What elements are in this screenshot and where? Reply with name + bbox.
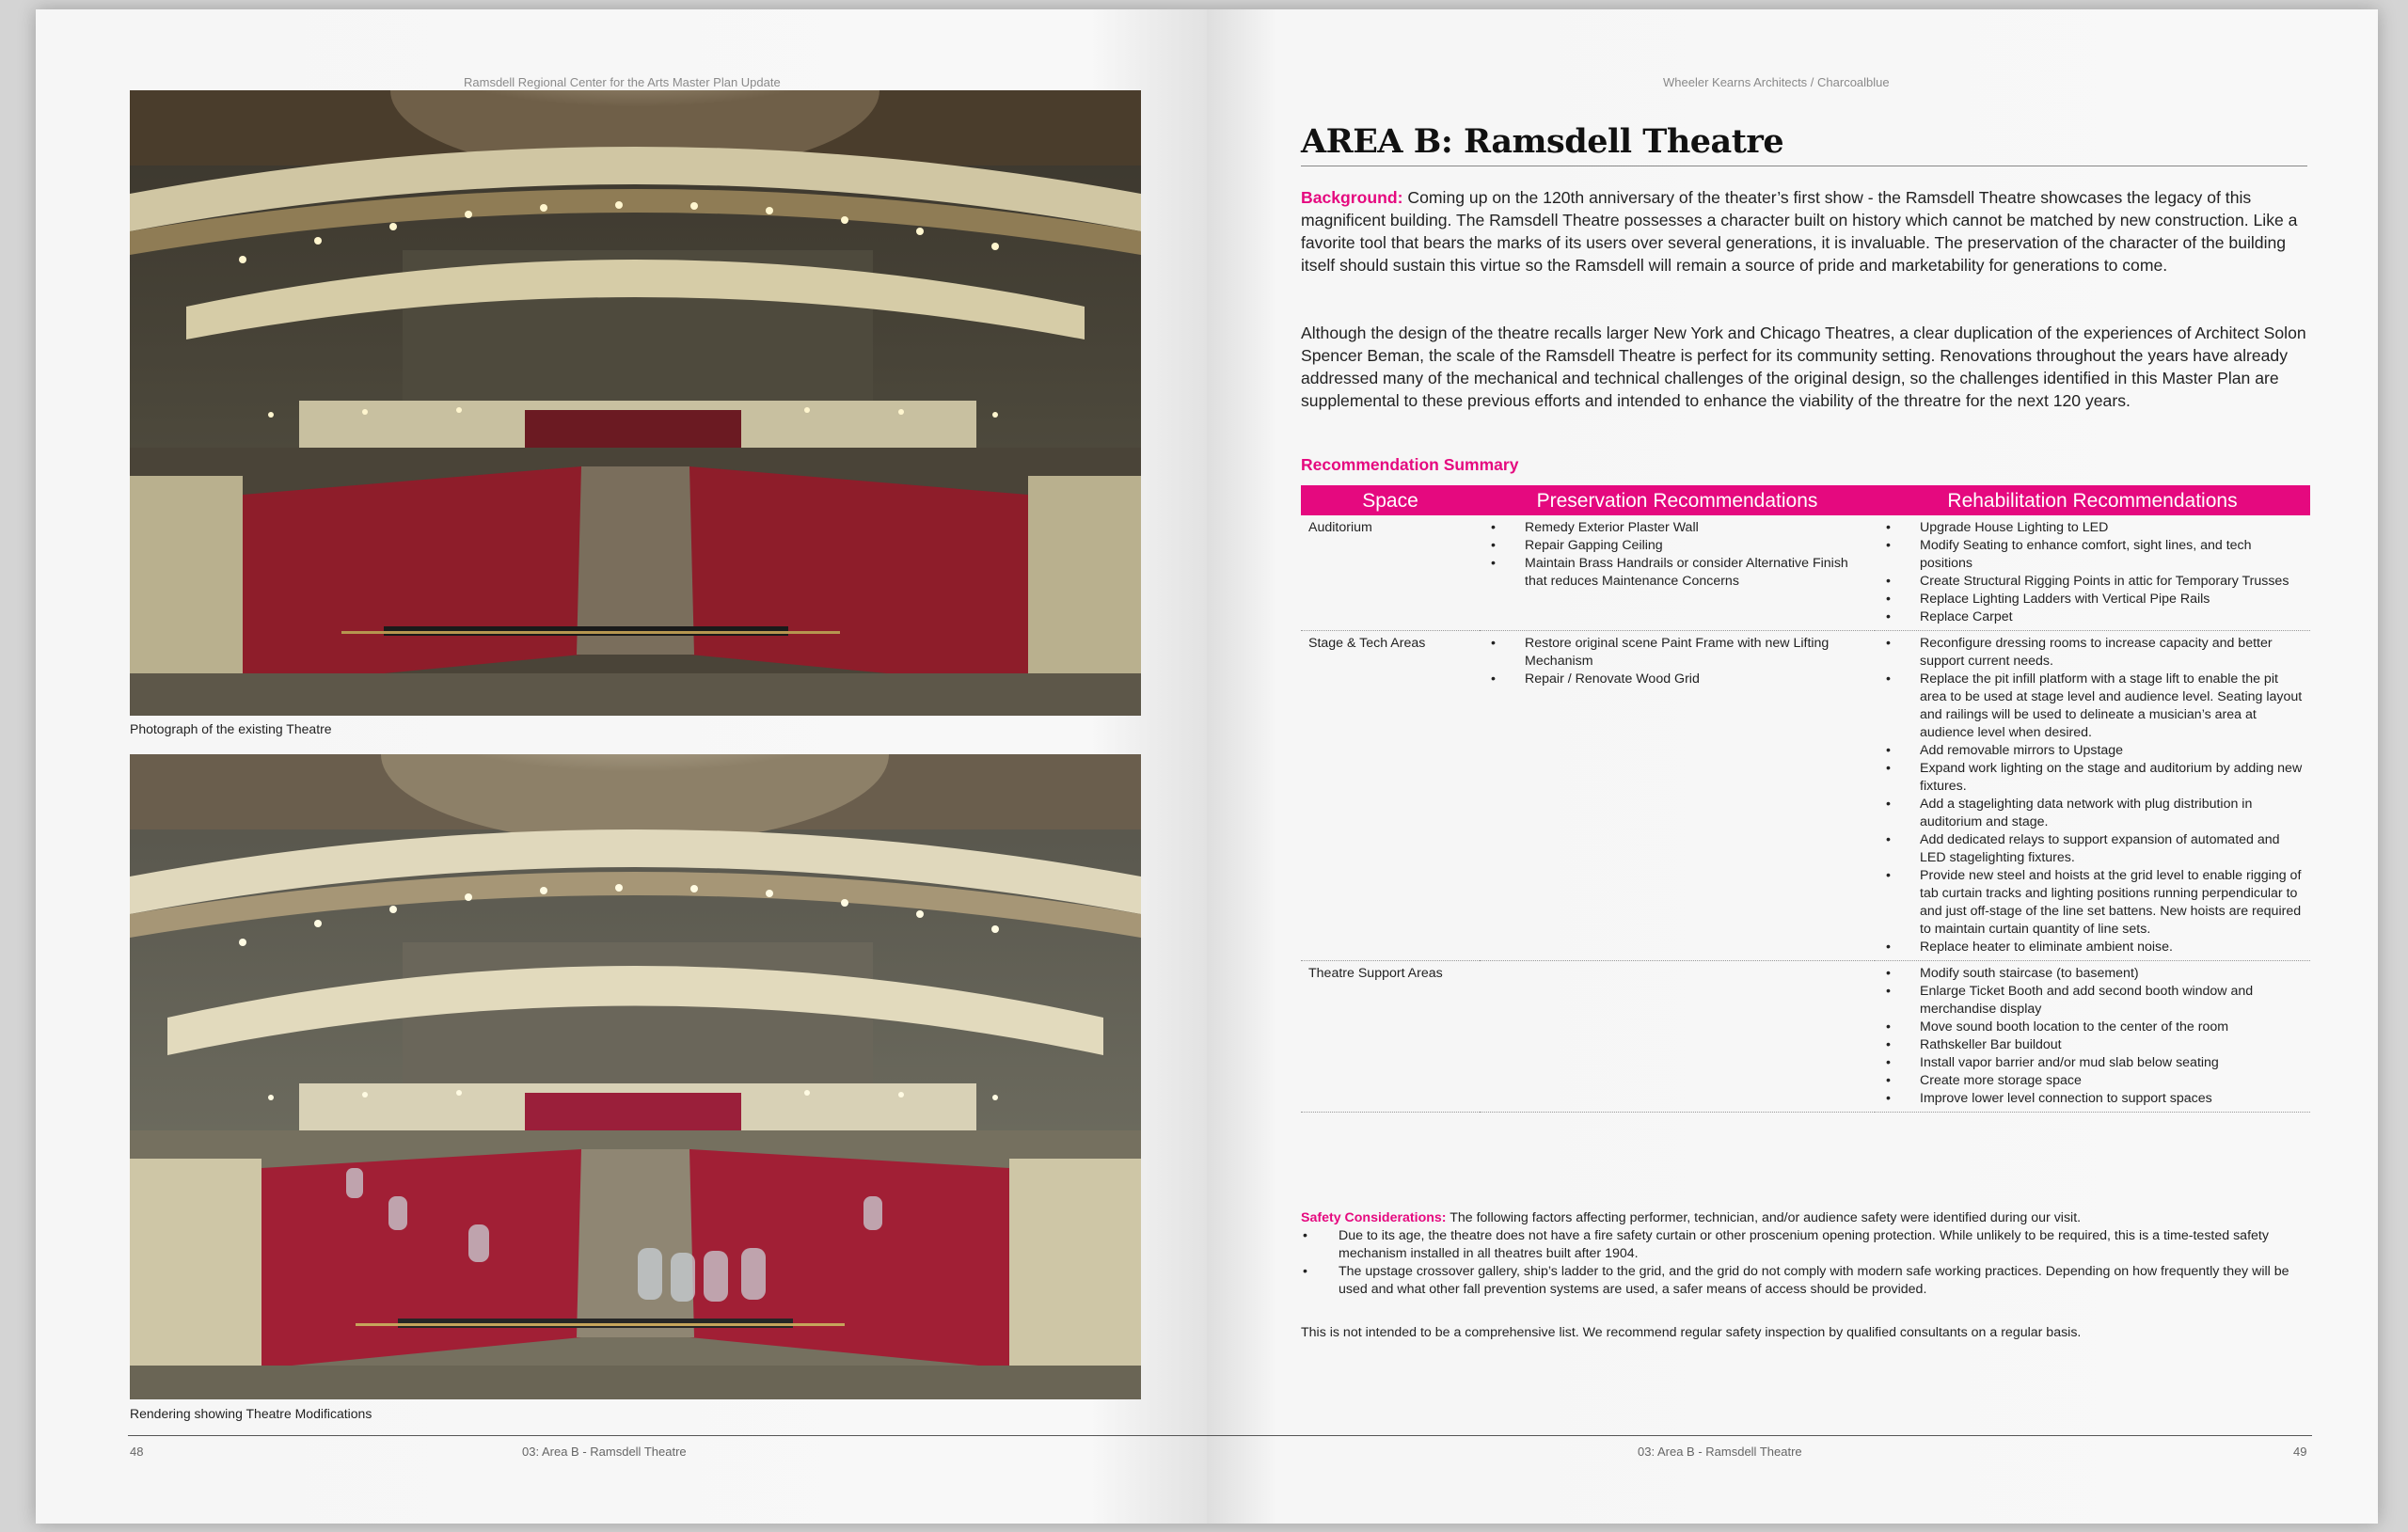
list-item: • Modify Seating to enhance comfort, sight lines, and tech positions: [1920, 537, 2303, 573]
preservation-cell: [1480, 515, 1875, 631]
list-item: • Rathskeller Bar buildout: [1920, 1036, 2303, 1054]
space-cell: Stage & Tech Areas: [1301, 631, 1480, 961]
list-item: • The upstage crossover gallery, ship’s ladder to the grid, and the grid do not comply with modern safe working practices. Depending on how frequently they will be used and what other fall prevention systems are used, a safer means of access should be provided.: [1339, 1263, 2312, 1299]
recommendation-summary-heading: Recommendation Summary: [1301, 455, 1519, 474]
list-item: • Create Structural Rigging Points in attic for Temporary Trusses: [1920, 573, 2303, 591]
recommendation-table: [1301, 485, 2310, 1113]
preservation-list: [1487, 519, 1867, 591]
rehabilitation-cell: [1875, 515, 2310, 631]
list-item: • Repair / Renovate Wood Grid: [1525, 671, 1867, 688]
right-page-number: 49: [2293, 1445, 2307, 1459]
list-item: • Improve lower level connection to support spaces: [1920, 1090, 2303, 1108]
photo-caption-existing: Photograph of the existing Theatre: [130, 721, 332, 736]
safety-list: [1301, 1227, 2312, 1299]
background-text: Coming up on the 120th anniversary of the theater’s first show - the Ramsdell Theatre showcases the legacy of this magnificent building. The Ramsdell Theatre possesses a character built on history which cannot be matched by new construction. Like a favorite tool that bears the marks of its users over several generations, it is invaluable. The preservation of the character of the building itself should sustain this virtue so the Ramsdell will remain a source of pride and marketability for generations to come.: [1301, 188, 2298, 275]
list-item: • Install vapor barrier and/or mud slab below seating: [1920, 1054, 2303, 1072]
preservation-cell: [1480, 961, 1875, 1113]
page-title: AREA B: Ramsdell Theatre: [1301, 122, 1784, 161]
list-item: • Modify south staircase (to basement): [1920, 965, 2303, 983]
table-row: [1301, 961, 2310, 1113]
rehabilitation-list: [1882, 965, 2303, 1108]
background-paragraph: [1301, 186, 2312, 276]
safety-intro: The following factors affecting performer, technician, and/or audience safety were identified during our visit.: [1446, 1210, 2082, 1225]
list-item: • Create more storage space: [1920, 1072, 2303, 1090]
table-row: [1301, 515, 2310, 631]
existing-theatre-photo: [130, 90, 1141, 716]
left-running-head: Ramsdell Regional Center for the Arts Master Plan Update: [464, 75, 781, 89]
table-header-row: [1301, 485, 2310, 515]
rendering-theatre-photo: [130, 754, 1141, 1399]
space-cell: Theatre Support Areas: [1301, 961, 1480, 1113]
left-footer-rule: [128, 1435, 1207, 1436]
table-row: [1301, 631, 2310, 961]
rehabilitation-cell: [1875, 961, 2310, 1113]
space-cell: Auditorium: [1301, 515, 1480, 631]
list-item: • Add a stagelighting data network with plug distribution in auditorium and stage.: [1920, 796, 2303, 831]
photo-caption-rendering: Rendering showing Theatre Modifications: [130, 1406, 372, 1421]
list-item: • Add dedicated relays to support expansion of automated and LED stagelighting fixtures.: [1920, 831, 2303, 867]
rehabilitation-list: [1882, 635, 2303, 956]
left-page-number: 48: [130, 1445, 144, 1459]
safety-label: Safety Considerations:: [1301, 1210, 1447, 1225]
disclaimer-note: This is not intended to be a comprehensive list. We recommend regular safety inspection by qualified consultants on a regular basis.: [1301, 1325, 2082, 1340]
left-footer-section: 03: Area B - Ramsdell Theatre: [522, 1445, 687, 1459]
list-item: • Upgrade House Lighting to LED: [1920, 519, 2303, 537]
list-item: • Remedy Exterior Plaster Wall: [1525, 519, 1867, 537]
list-item: • Provide new steel and hoists at the grid level to enable rigging of tab curtain tracks and lighting positions running perpendicular to and just off-stage of the line set battens. New hoists are required to maintain curtain quantity of line sets.: [1920, 867, 2303, 939]
list-item: • Replace Carpet: [1920, 608, 2303, 626]
preservation-list: [1487, 635, 1867, 688]
list-item: • Restore original scene Paint Frame with new Lifting Mechanism: [1525, 635, 1867, 671]
list-item: • Replace heater to eliminate ambient noise.: [1920, 939, 2303, 956]
list-item: • Add removable mirrors to Upstage: [1920, 742, 2303, 760]
header-preservation: Preservation Recommendations: [1480, 485, 1875, 515]
rehabilitation-list: [1882, 519, 2303, 626]
rehabilitation-cell: [1875, 631, 2310, 961]
list-item: • Repair Gapping Ceiling: [1525, 537, 1867, 555]
list-item: • Replace the pit infill platform with a stage lift to enable the pit area to be used at stage level and audience level. Seating layout and railings will be used to delineate a musician’s area at audience level when desired.: [1920, 671, 2303, 742]
list-item: • Replace Lighting Ladders with Vertical Pipe Rails: [1920, 591, 2303, 608]
right-running-head: Wheeler Kearns Architects / Charcoalblue: [1663, 75, 1890, 89]
left-page: [36, 9, 1207, 1524]
safety-intro-line: [1301, 1209, 2312, 1227]
right-page: [1207, 9, 2378, 1524]
right-footer-rule: [1207, 1435, 2312, 1436]
book-spread: [36, 9, 2378, 1524]
list-item: • Reconfigure dressing rooms to increase capacity and better support current needs.: [1920, 635, 2303, 671]
background-label: Background:: [1301, 188, 1403, 207]
right-footer-section: 03: Area B - Ramsdell Theatre: [1638, 1445, 1802, 1459]
safety-considerations: [1301, 1209, 2312, 1299]
list-item: • Maintain Brass Handrails or consider Alternative Finish that reduces Maintenance Concerns: [1525, 555, 1867, 591]
header-rehabilitation: Rehabilitation Recommendations: [1875, 485, 2310, 515]
list-item: • Move sound booth location to the center of the room: [1920, 1019, 2303, 1036]
design-paragraph: Although the design of the theatre recalls larger New York and Chicago Theatres, a clear duplication of the experiences of Architect Solon Spencer Beman, the scale of the Ramsdell Theatre is perfect for its community setting. Renovations throughout the years have already addressed many of the mechanical and technical challenges of the original design, so the challenges identified in this Master Plan are supplemental to these previous efforts and intended to enhance the viability of the threatre for the next 120 years.: [1301, 324, 2306, 410]
header-space: Space: [1301, 485, 1480, 515]
list-item: • Due to its age, the theatre does not have a fire safety curtain or other proscenium opening protection. While unlikely to be required, this is a time-tested safety mechanism installed in all theatres built after 1904.: [1339, 1227, 2312, 1263]
list-item: • Enlarge Ticket Booth and add second booth window and merchandise display: [1920, 983, 2303, 1019]
list-item: • Expand work lighting on the stage and auditorium by adding new fixtures.: [1920, 760, 2303, 796]
preservation-cell: [1480, 631, 1875, 961]
